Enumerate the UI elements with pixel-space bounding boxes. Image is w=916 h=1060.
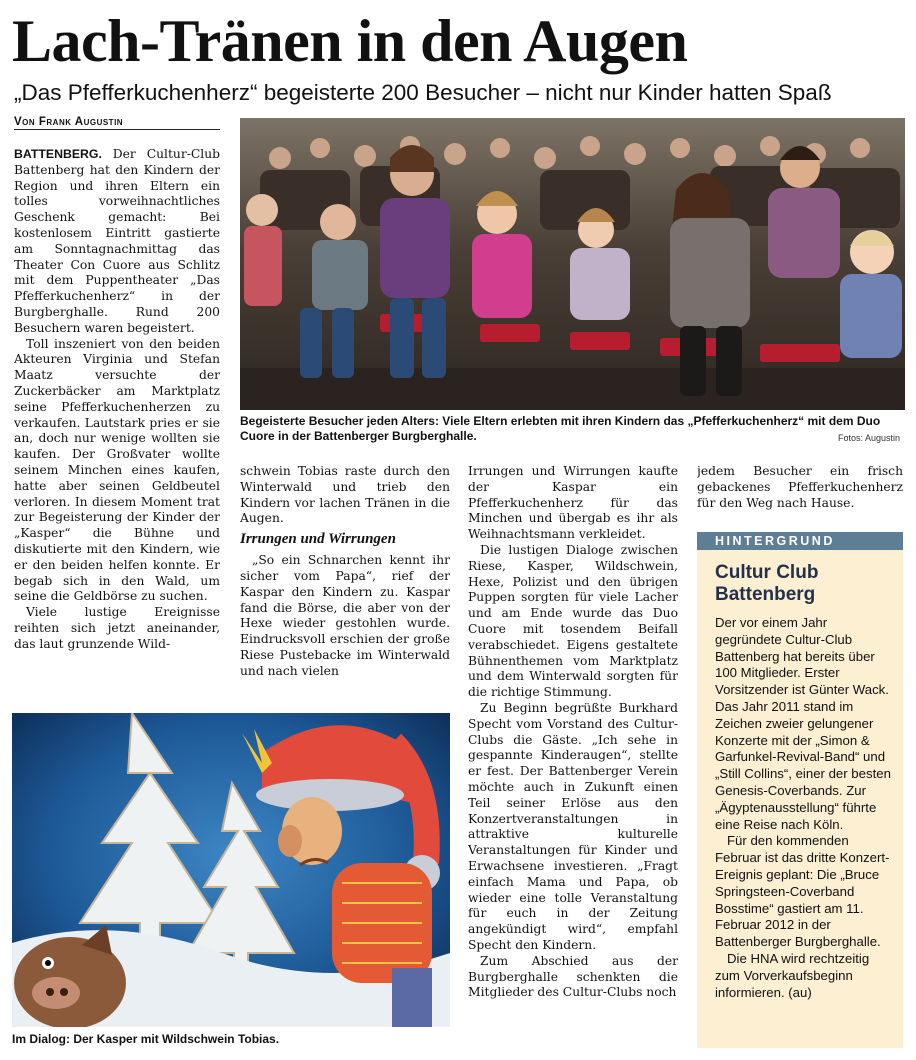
box-label: HINTERGRUND [697, 532, 903, 550]
col2-paragraph-1: schwein Tobias raste durch den Winterwald und trieb den Kindern vor lachen Tränen in die Augen. [240, 464, 450, 526]
box-title: Cultur Club Battenberg [715, 562, 819, 605]
box-paragraph-2: Für den kommenden Februar ist das dritte Konzert-Ereignis geplant: Die „Bruce Springsteen-Coverband Bosstime“ gastiert am 11. Februar 2012 in der Battenberger Burgberghalle. [715, 833, 890, 950]
col3-paragraph-3: Zu Beginn begrüßte Burkhard Specht vom Vorstand des Cultur-Clubs die Gäste. „Ich sehe in gespannte Kinderaugen“, stellte er fest. Der Battenberger Verein möchte auch in Zukunft einen Teil seiner Erlöse aus den Konzertveranstaltungen in attraktive kulturelle Veranstaltungen für Kinder und Erwachsene investieren. „Fragt einfach Mama und Papa, ob wieder eine tolle Veranstaltung für euch in der Zeitung angekündigt wird“, empfahl Specht den Kindern. [468, 700, 678, 952]
headline: Lach-Tränen in den Augen [12, 8, 688, 74]
section-subhead: Irrungen und Wirrungen [240, 531, 396, 548]
col4-paragraph-1: jedem Besucher ein frisch gebackenes Pfefferkuchenherz für den Weg nach Hause. [697, 464, 903, 510]
article-column-1 [14, 147, 220, 699]
audience-photo [240, 118, 905, 410]
byline: Von Frank Augustin [14, 116, 220, 130]
col1-paragraph-1: Der Cultur-Club Battenberg hat den Kindern der Region und ihren Eltern ein tolles vorweihnachtliches Geschenk gemacht: Bei kostenlosem Eintritt gastierte am Sonntagnachmittag das Theater Con Cuore aus Schlitz mit dem Puppentheater „Das Pfefferkuchenherz“ in der Burgberghalle. Rund 200 Besuchern waren begeistert. [14, 147, 220, 335]
box-body [715, 615, 897, 1001]
dateline: BATTENBERG. [14, 147, 102, 161]
article-column-4 [697, 464, 903, 520]
box-paragraph-1: Der vor einem Jahr gegründete Cultur-Club Battenberg hat bereits über 100 Mitglieder. Erster Vorsitzender ist Günter Wack. Das Jahr 2011 stand im Zeichen zweier gelungener Konzerte mit der „Simon & Garfunkel-Revival-Band“ und „Still Collins“, einer der besten Genesis-Coverbands. Zur „Ägyptenausstellung“ führte eine Reise nach Köln. [715, 615, 891, 832]
article-column-2 [240, 464, 450, 700]
col2-paragraph-2: „So ein Schnarchen kennt ihr sicher vom Papa“, rief der Kaspar den Kindern zu. Kaspar fand die Börse, die aber von der Hexe wieder gestohlen wurde. Eindrucksvoll erschien der große Riese Pustebacke im Winterwald und nach vielen [240, 553, 450, 678]
col3-paragraph-1: Irrungen und Wirrungen kaufte der Kaspar ein Pfefferkuchenherz für das Minchen und übergab es ihr als Weihnachtsmann verkleidet. [468, 464, 678, 542]
background-info-box [697, 532, 903, 1048]
audience-photo-caption: Begeisterte Besucher jeden Alters: Viele Eltern erlebten mit ihren Kindern das „Pfefferkuchenherz“ mit dem Duo Cuore in der Battenberger Burgberghalle. [240, 414, 881, 443]
col1-paragraph-3: Viele lustige Ereignisse reihten sich jetzt aneinander, das laut grunzende Wild- [14, 605, 220, 651]
subheadline: „Das Pfefferkuchenherz“ begeisterte 200 Besucher – nicht nur Kinder hatten Spaß [14, 80, 832, 105]
col3-paragraph-2: Die lustigen Dialoge zwischen Riese, Kasper, Wildschwein, Hexe, Polizist und den übrigen Puppen sorgten für viele Lacher und am Ende wurde das Duo Cuore mit tosendem Beifall verabschiedet. Eigens gestaltete Bühnenthemen vom Marktplatz und dem Winterwald sorgten für die richtige Stimmung. [468, 542, 678, 700]
article-column-3 [468, 464, 678, 1050]
box-paragraph-3: Die HNA wird rechtzeitig zum Vorverkaufsbeginn informieren. (au) [715, 950, 870, 1000]
col3-paragraph-4: Zum Abschied aus der Burgberghalle schenkten die Mitglieder des Cultur-Clubs noch [468, 953, 678, 1000]
puppet-photo [12, 713, 450, 1027]
puppet-photo-caption: Im Dialog: Der Kasper mit Wildschwein Tobias. [12, 1032, 280, 1046]
photo-credit: Fotos: Augustin [838, 433, 901, 443]
col1-paragraph-2: Toll inszeniert von den beiden Akteuren Virginia und Stefan Maatz versuchte der Zuckerbäcker am Marktplatz seine Pfefferkuchenherzen zu verkaufen. Lautstark pries er sie an, doch nur wenige wollten sie kaufen. Der Großvater wollte seinem Minchen eines kaufen, hatte aber seinen Geldbeutel verloren. In diesem Moment trat zur Begeisterung der Kinder der „Kasper“ die Bühne und diskutierte mit den Kindern, wie er den beiden helfen konnte. Er begab sich in den Wald, um seine die Geldbörse zu suchen. [14, 336, 220, 604]
